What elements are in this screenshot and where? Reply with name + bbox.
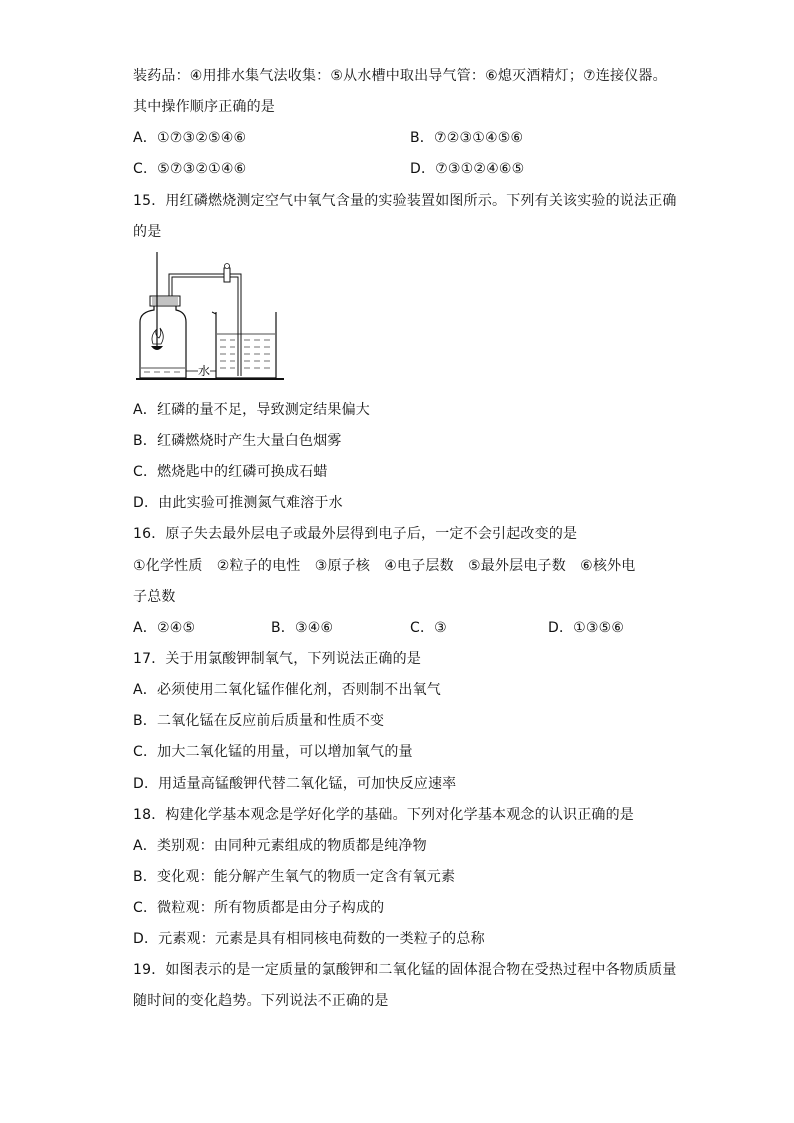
- q17-stem: 17．关于用氯酸钾制氧气，下列说法正确的是: [133, 651, 422, 667]
- q17-option-b: B．二氧化锰在反应前后质量和性质不变: [133, 713, 385, 729]
- q18-stem: 18．构建化学基本观念是学好化学的基础。下列对化学基本观念的认识正确的是: [133, 807, 635, 823]
- q15-option-a: A．红磷的量不足，导致测定结果偏大: [133, 402, 370, 418]
- q14-option-a: A．①⑦③②⑤④⑥: [133, 130, 247, 146]
- q16-option-d: D．①③⑤⑥: [548, 620, 625, 636]
- q15-stem-line2: 的是: [133, 224, 162, 240]
- q14-text-line2: 其中操作顺序正确的是: [133, 99, 275, 115]
- q15-option-c: C．燃烧匙中的红磷可换成石蜡: [133, 464, 328, 480]
- q19-stem-line2: 随时间的变化趋势。下列说法不正确的是: [133, 993, 389, 1009]
- figure-water-label: 水: [198, 364, 211, 378]
- q17-option-d: D．用适量高锰酸钾代替二氧化锰，可加快反应速率: [133, 776, 457, 792]
- q16-stem: 16．原子失去最外层电子或最外层得到电子后，一定不会引起改变的是: [133, 526, 578, 542]
- q15-stem-line1: 15．用红磷燃烧测定空气中氧气含量的实验装置如图所示。下列有关该实验的说法正确: [133, 193, 677, 209]
- q16-option-c: C．③: [410, 620, 447, 636]
- q16-option-a: A．②④⑤: [133, 620, 196, 636]
- q14-option-b: B．⑦②③①④⑤⑥: [410, 130, 524, 146]
- q17-option-c: C．加大二氧化锰的用量，可以增加氧气的量: [133, 744, 413, 760]
- q15-option-b: B．红磷燃烧时产生大量白色烟雾: [133, 433, 342, 449]
- q17-option-a: A．必须使用二氧化锰作催化剂，否则制不出氧气: [133, 682, 441, 698]
- q18-option-c: C．微粒观：所有物质都是由分子构成的: [133, 900, 385, 916]
- q16-items-line1: ①化学性质 ②粒子的电性 ③原子核 ④电子层数 ⑤最外层电子数 ⑥核外电: [133, 558, 636, 574]
- q19-stem-line1: 19．如图表示的是一定质量的氯酸钾和二氧化锰的固体混合物在受热过程中各物质质量: [133, 962, 677, 978]
- q14-option-c: C．⑤⑦③②①④⑥: [133, 161, 247, 177]
- q14-text-line1: 装药品：④用排水集气法收集：⑤从水槽中取出导气管：⑥熄灭酒精灯；⑦连接仪器。: [133, 68, 667, 84]
- q16-items-line2: 子总数: [133, 589, 176, 605]
- q18-option-b: B．变化观：能分解产生氧气的物质一定含有氧元素: [133, 869, 456, 885]
- red-phosphorus-apparatus-figure: [136, 248, 286, 384]
- q18-option-a: A．类别观：由同种元素组成的物质都是纯净物: [133, 838, 427, 854]
- q18-option-d: D．元素观：元素是具有相同核电荷数的一类粒子的总称: [133, 931, 485, 947]
- q14-option-d: D．⑦③①②④⑥⑤: [410, 161, 525, 177]
- q16-option-b: B．③④⑥: [271, 620, 334, 636]
- q15-option-d: D．由此实验可推测氮气难溶于水: [133, 495, 343, 511]
